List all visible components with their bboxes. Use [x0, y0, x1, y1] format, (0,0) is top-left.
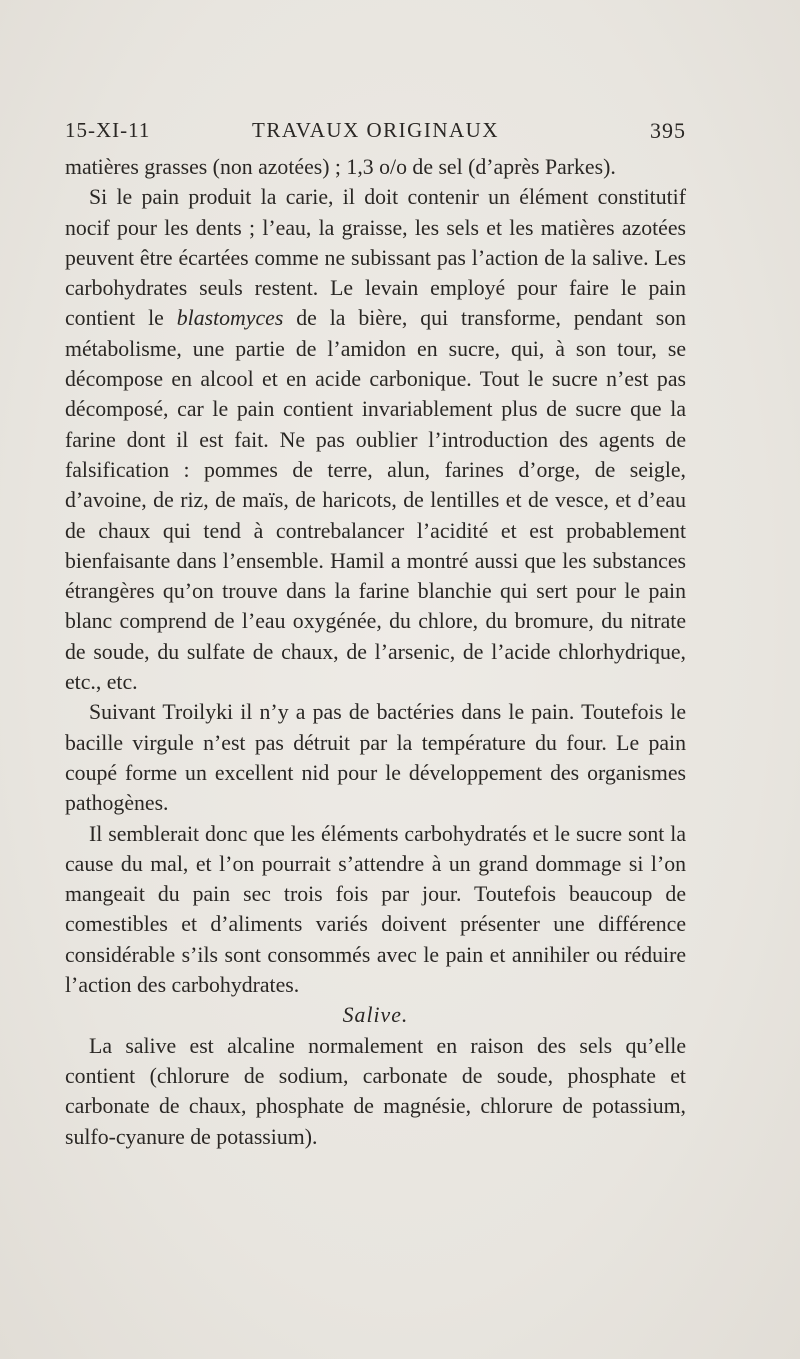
page-number: 395 [650, 118, 686, 143]
running-header [65, 118, 686, 148]
section-title-salive: Salive. [342, 1003, 409, 1028]
italic-term-blastomyces: blastomyces [176, 306, 284, 331]
page-body [65, 152, 686, 1152]
paragraph-continued: matières grasses (non azotées) ; 1,3 o/o de sel (d’après Parkes). [65, 155, 616, 179]
paragraph-carbohydrates: Il semblerait donc que les éléments carbohydratés et le sucre sont la cause du mal, et l’on pourrait s’attendre à un grand dommage si l’on mangeait du pain sec trois fois par jour. Toutefois beaucoup de comestibles et d’aliments variés doivent présenter une différence considérable s’ils sont consommés avec le pain et annihiler ou réduire l’action des carbohydrates. [65, 821, 686, 998]
paragraph-carie-text-start: Si le pain produit la carie, il doit contenir un élément constitutif nocif pour les dents ; l’eau, la graisse, les sels et les matières azotées peuvent être écartées comme ne subissant pas l’action de la salive. Les carbohydrates seuls restent. Le levain employé pour faire le pain contient le [65, 185, 686, 331]
paragraph-bacteries: Suivant Troilyki il n’y a pas de bactéries dans le pain. Toutefois le bacille virgule n’est pas détruit par la température du four. Le pain coupé forme un excellent nid pour le développement des organismes pathogènes. [65, 700, 686, 816]
paragraph-carie [65, 182, 686, 697]
header-date: 15-XI-11 [65, 118, 151, 142]
header-title: TRAVAUX ORIGINAUX [252, 118, 499, 142]
paragraph-carie-text-end: de la bière, qui transforme, pendant son métabolisme, une partie de l’amidon en sucre, qui, à son tour, se décompose en alcool et en acide carbonique. Tout le sucre n’est pas décomposé, car le pain contient invariablement plus de sucre que la farine dont il est fait. Ne pas oublier l’introduction des agents de falsification : pommes de terre, alun, farines d’orge, de seigle, d’avoine, de riz, de maïs, de haricots, de lentilles et de vesce, et d’eau de chaux qui tend à contrebalancer l’acidité et est probablement bienfaisante dans l’ensemble. Hamil a montré aussi que les substances étrangères qu’on trouve dans la farine blanchie qui sert pour le pain blanc comprend de l’eau oxygénée, du chlore, du bromure, du nitrate de soude, du sulfate de chaux, de l’arsenic, de l’acide chlorhydrique, etc., etc. [65, 306, 686, 695]
paragraph-salive: La salive est alcaline normalement en raison des sels qu’elle contient (chlorure de sodium, carbonate de soude, phosphate et carbonate de chaux, phosphate de magnésie, chlorure de potassium, sulfo-cyanure de potassium). [65, 1033, 686, 1149]
